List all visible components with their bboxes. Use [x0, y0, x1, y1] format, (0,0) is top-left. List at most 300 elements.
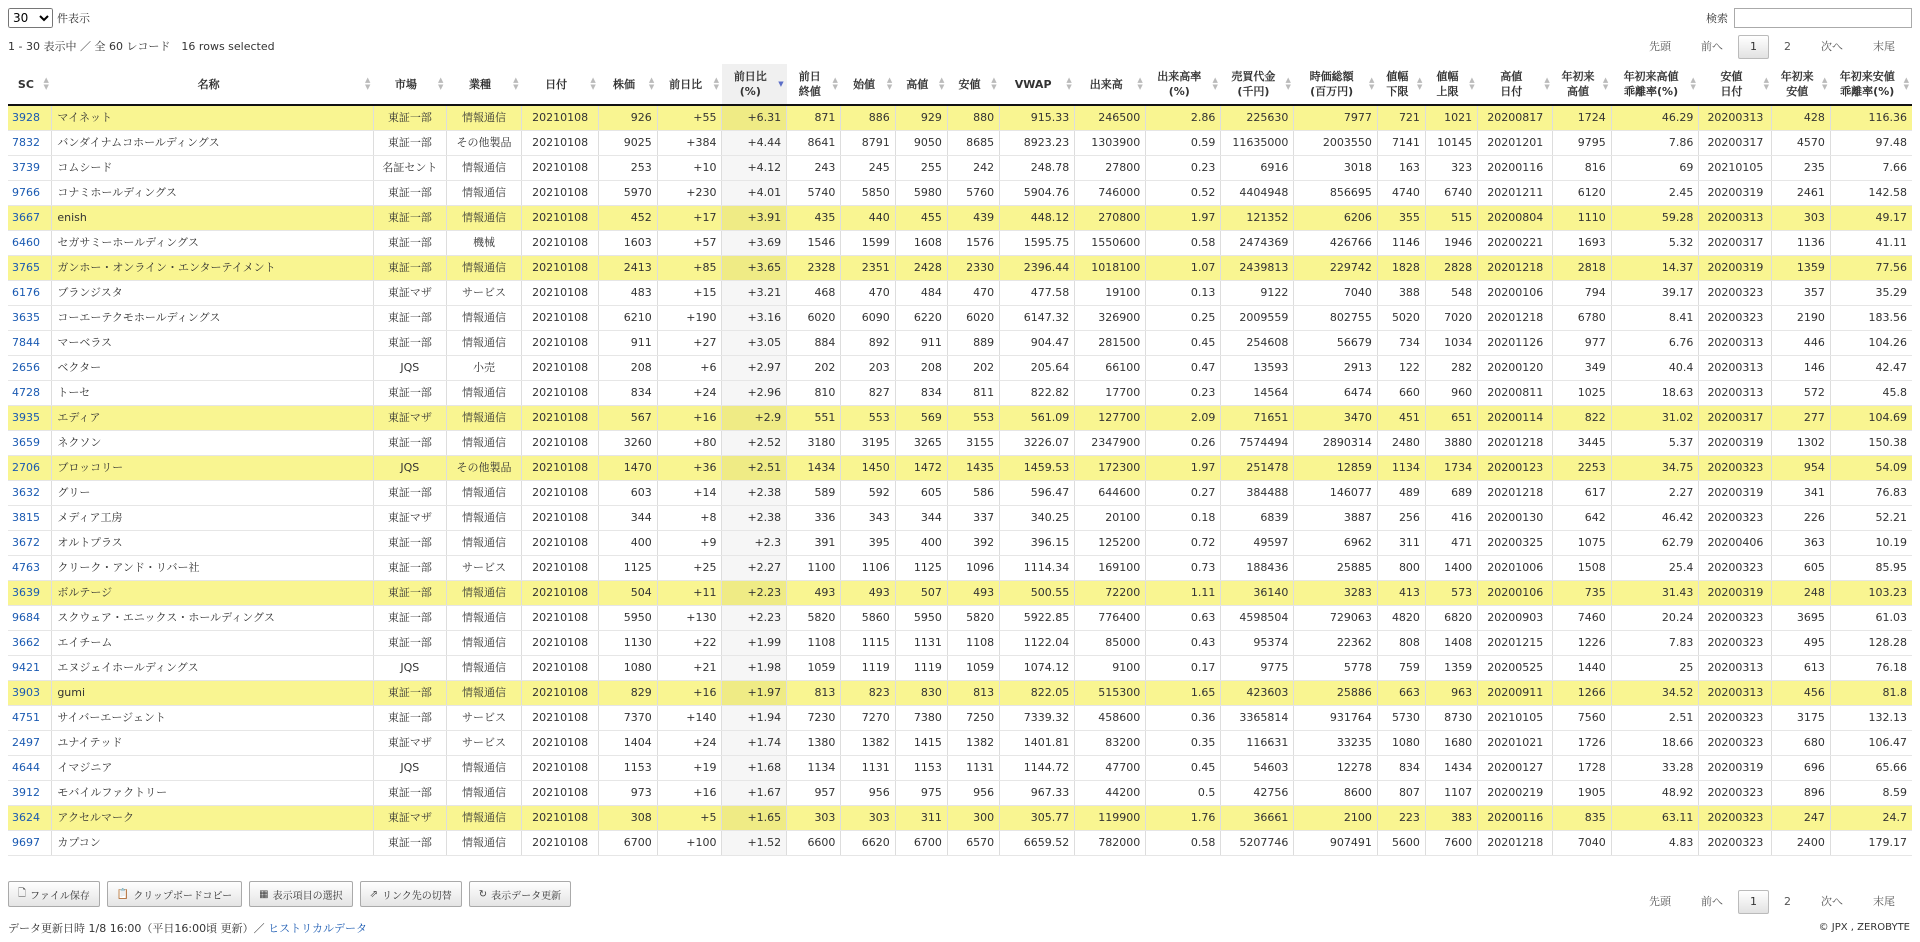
table-cell: 東証一部: [373, 131, 446, 156]
table-cell: 7.83: [1611, 631, 1699, 656]
table-row[interactable]: [8, 831, 1912, 856]
sort-icon: ▲ ▼: [1690, 76, 1696, 91]
table-cell: 5.37: [1611, 431, 1699, 456]
table-cell: 東証一部: [373, 256, 446, 281]
stock-code-link[interactable]: 3765: [8, 256, 52, 281]
table-cell: 2461: [1772, 181, 1830, 206]
table-row[interactable]: [8, 506, 1912, 531]
column-header-label: 名称: [197, 77, 220, 91]
column-header[interactable]: [52, 64, 374, 105]
table-cell: 3018: [1294, 156, 1378, 181]
table-cell: +80: [657, 431, 722, 456]
table-cell: 1380: [787, 731, 841, 756]
table-cell: 20210108: [522, 556, 599, 581]
table-row[interactable]: [8, 631, 1912, 656]
column-header[interactable]: [1425, 64, 1477, 105]
table-cell: 2351: [841, 256, 895, 281]
table-cell: 2913: [1294, 356, 1378, 381]
table-cell: 426766: [1294, 231, 1378, 256]
stock-code-link[interactable]: 3903: [8, 681, 52, 706]
stock-code-link[interactable]: 4751: [8, 706, 52, 731]
stock-code-link[interactable]: 4644: [8, 756, 52, 781]
table-cell: 340.25: [1000, 506, 1075, 531]
column-header[interactable]: [1221, 64, 1294, 105]
table-cell: 情報通信: [446, 531, 521, 556]
column-header[interactable]: [947, 64, 999, 105]
table-cell: 20210108: [522, 256, 599, 281]
table-cell: 205.64: [1000, 356, 1075, 381]
table-cell: 3265: [895, 431, 947, 456]
pager-page-2[interactable]: 2: [1784, 895, 1791, 908]
table-cell: 229742: [1294, 256, 1378, 281]
table-row[interactable]: [8, 105, 1912, 131]
table-cell: 20200127: [1478, 756, 1553, 781]
table-cell: 20210108: [522, 581, 599, 606]
table-cell: 59.28: [1611, 206, 1699, 231]
table-row[interactable]: [8, 556, 1912, 581]
stock-code-link[interactable]: 2497: [8, 731, 52, 756]
stock-code-link[interactable]: 3672: [8, 531, 52, 556]
table-row[interactable]: [8, 531, 1912, 556]
table-cell: 208: [895, 356, 947, 381]
stock-table: [8, 64, 1912, 856]
table-cell: JQS: [373, 356, 446, 381]
stock-code-link[interactable]: 3659: [8, 431, 52, 456]
table-cell: 5922.85: [1000, 606, 1075, 631]
column-header[interactable]: [1377, 64, 1425, 105]
stock-code-link[interactable]: 4728: [8, 381, 52, 406]
table-row[interactable]: [8, 756, 1912, 781]
table-cell: 34.75: [1611, 456, 1699, 481]
table-cell: 834: [895, 381, 947, 406]
sort-icon: ▲ ▼: [1285, 76, 1291, 91]
table-cell: 452: [599, 206, 657, 231]
column-header[interactable]: [1772, 64, 1830, 105]
stock-code-link[interactable]: 9421: [8, 656, 52, 681]
clipboard-copy-button[interactable]: [107, 881, 242, 907]
table-cell: ブランジスタ: [52, 281, 374, 306]
file-save-button[interactable]: [8, 881, 100, 907]
table-cell: 7250: [947, 706, 999, 731]
pager-first-button[interactable]: 先頭: [1649, 895, 1671, 908]
column-header[interactable]: [1553, 64, 1611, 105]
pager-next-button[interactable]: 次へ: [1821, 40, 1843, 53]
table-cell: 20200313: [1699, 206, 1772, 231]
table-cell: 811: [947, 381, 999, 406]
stock-code-link[interactable]: 3639: [8, 581, 52, 606]
stock-code-link[interactable]: 3935: [8, 406, 52, 431]
stock-code-link[interactable]: 9766: [8, 181, 52, 206]
table-cell: 357: [1772, 281, 1830, 306]
stock-code-link[interactable]: 3624: [8, 806, 52, 831]
historical-data-link[interactable]: ヒストリカルデータ: [268, 922, 367, 935]
table-cell: 東証一部: [373, 306, 446, 331]
table-cell: 884: [787, 331, 841, 356]
table-cell: 1470: [599, 456, 657, 481]
table-cell: 202: [947, 356, 999, 381]
table-cell: 311: [895, 806, 947, 831]
table-row[interactable]: [8, 206, 1912, 231]
stock-code-link[interactable]: 2656: [8, 356, 52, 381]
table-cell: 33.28: [1611, 756, 1699, 781]
table-cell: +11: [657, 581, 722, 606]
table-cell: 20210105: [1699, 156, 1772, 181]
table-cell: 8923.23: [1000, 131, 1075, 156]
pager-prev-button[interactable]: 前へ: [1701, 895, 1723, 908]
table-cell: 20200313: [1699, 381, 1772, 406]
pager-next-button[interactable]: 次へ: [1821, 895, 1843, 908]
table-cell: 2009559: [1221, 306, 1294, 331]
table-cell: JQS: [373, 656, 446, 681]
table-cell: 8.41: [1611, 306, 1699, 331]
table-cell: 63.11: [1611, 806, 1699, 831]
table-cell: 東証一部: [373, 231, 446, 256]
table-cell: 69: [1611, 156, 1699, 181]
column-header[interactable]: [895, 64, 947, 105]
table-cell: 7040: [1294, 281, 1378, 306]
column-header[interactable]: [1611, 64, 1699, 105]
table-cell: 834: [1377, 756, 1425, 781]
stock-code-link[interactable]: 3632: [8, 481, 52, 506]
table-cell: 20210108: [522, 131, 599, 156]
table-cell: 6474: [1294, 381, 1378, 406]
table-cell: +4.12: [722, 156, 787, 181]
column-header-label: 安値: [958, 77, 981, 91]
table-cell: 4.83: [1611, 831, 1699, 856]
table-cell: 40.4: [1611, 356, 1699, 381]
table-cell: 20200317: [1699, 231, 1772, 256]
column-select-button[interactable]: [249, 881, 352, 907]
table-cell: グリー: [52, 481, 374, 506]
table-cell: 456: [1772, 681, 1830, 706]
pager-page-1[interactable]: 1: [1738, 890, 1769, 914]
column-header[interactable]: [1830, 64, 1912, 105]
table-cell: 0.45: [1146, 331, 1221, 356]
stock-code-link[interactable]: 4763: [8, 556, 52, 581]
table-cell: 400: [599, 531, 657, 556]
table-cell: 1400: [1425, 556, 1477, 581]
table-cell: 情報通信: [446, 431, 521, 456]
table-cell: +55: [657, 105, 722, 131]
table-row[interactable]: [8, 706, 1912, 731]
pager-page-2[interactable]: 2: [1784, 40, 1791, 53]
table-cell: 0.43: [1146, 631, 1221, 656]
table-cell: 1382: [947, 731, 999, 756]
table-cell: 5020: [1377, 306, 1425, 331]
stock-code-link[interactable]: 3912: [8, 781, 52, 806]
column-header[interactable]: [657, 64, 722, 105]
sort-icon: ▲ ▼: [1369, 76, 1375, 91]
refresh-button[interactable]: [469, 881, 571, 907]
table-cell: 5860: [841, 606, 895, 631]
table-cell: 20200319: [1699, 581, 1772, 606]
table-cell: 392: [947, 531, 999, 556]
stock-code-link[interactable]: 7844: [8, 331, 52, 356]
table-cell: 439: [947, 206, 999, 231]
table-cell: 2100: [1294, 806, 1378, 831]
table-cell: 情報通信: [446, 256, 521, 281]
table-cell: 83200: [1075, 731, 1146, 756]
footer-update-info: [8, 920, 367, 936]
column-select-label: 表示項目の選択: [272, 890, 343, 902]
table-cell: 1.97: [1146, 456, 1221, 481]
table-cell: 1266: [1553, 681, 1611, 706]
table-row[interactable]: [8, 331, 1912, 356]
stock-code-link[interactable]: 3928: [8, 105, 52, 131]
column-header[interactable]: [1699, 64, 1772, 105]
table-cell: 情報通信: [446, 506, 521, 531]
pager-page-1[interactable]: 1: [1738, 35, 1769, 59]
table-cell: 5970: [599, 181, 657, 206]
sort-icon: ▲ ▼: [1417, 76, 1423, 91]
column-header[interactable]: [8, 64, 52, 105]
column-header[interactable]: [1478, 64, 1553, 105]
table-cell: 1107: [1425, 781, 1477, 806]
page-length-select[interactable]: [8, 8, 53, 28]
stock-code-link[interactable]: 6176: [8, 281, 52, 306]
table-cell: 7460: [1553, 606, 1611, 631]
table-row[interactable]: [8, 431, 1912, 456]
table-cell: 20210105: [1478, 706, 1553, 731]
table-cell: 8.59: [1830, 781, 1912, 806]
table-cell: 188436: [1221, 556, 1294, 581]
table-row[interactable]: [8, 156, 1912, 181]
column-header-label: 出来高率 (%): [1157, 70, 1202, 98]
table-cell: 20200323: [1699, 281, 1772, 306]
sort-icon: ▲ ▼: [1763, 76, 1769, 91]
table-cell: 7.86: [1611, 131, 1699, 156]
table-cell: 2439813: [1221, 256, 1294, 281]
table-cell: 721: [1377, 105, 1425, 131]
table-cell: 225630: [1221, 105, 1294, 131]
column-header[interactable]: [787, 64, 841, 105]
table-cell: 341: [1772, 481, 1830, 506]
table-cell: 2347900: [1075, 431, 1146, 456]
stock-code-link[interactable]: 2706: [8, 456, 52, 481]
table-cell: 46.29: [1611, 105, 1699, 131]
table-cell: 856695: [1294, 181, 1378, 206]
table-row[interactable]: [8, 681, 1912, 706]
table-cell: 6780: [1553, 306, 1611, 331]
pager-prev-button[interactable]: 前へ: [1701, 40, 1723, 53]
table-row[interactable]: [8, 181, 1912, 206]
table-cell: 495: [1772, 631, 1830, 656]
table-cell: 202: [787, 356, 841, 381]
table-row[interactable]: [8, 406, 1912, 431]
sort-icon: ▲ ▼: [1602, 76, 1609, 91]
table-cell: 1404: [599, 731, 657, 756]
table-cell: 746000: [1075, 181, 1146, 206]
table-cell: 9122: [1221, 281, 1294, 306]
table-row[interactable]: [8, 281, 1912, 306]
table-cell: 458600: [1075, 706, 1146, 731]
table-row[interactable]: [8, 606, 1912, 631]
table-cell: 8685: [947, 131, 999, 156]
table-cell: +1.52: [722, 831, 787, 856]
table-cell: 1125: [895, 556, 947, 581]
clipboard-icon: 📋: [116, 888, 130, 900]
stock-code-link[interactable]: 7832: [8, 131, 52, 156]
table-cell: +2.51: [722, 456, 787, 481]
table-cell: +8: [657, 506, 722, 531]
table-cell: 2190: [1772, 306, 1830, 331]
table-cell: JQS: [373, 756, 446, 781]
table-cell: 446: [1772, 331, 1830, 356]
table-cell: 1.11: [1146, 581, 1221, 606]
table-cell: 759: [1377, 656, 1425, 681]
table-cell: 49597: [1221, 531, 1294, 556]
table-row[interactable]: [8, 731, 1912, 756]
table-cell: 情報通信: [446, 481, 521, 506]
column-header[interactable]: [373, 64, 446, 105]
table-cell: 116.36: [1830, 105, 1912, 131]
table-cell: 605: [1772, 556, 1830, 581]
table-cell: 1726: [1553, 731, 1611, 756]
stock-code-link[interactable]: 9697: [8, 831, 52, 856]
table-cell: トーセ: [52, 381, 374, 406]
table-cell: 6962: [1294, 531, 1378, 556]
table-cell: 116631: [1221, 731, 1294, 756]
table-cell: 1146: [1377, 231, 1425, 256]
table-row[interactable]: [8, 656, 1912, 681]
column-header[interactable]: [1000, 64, 1075, 105]
column-header[interactable]: [522, 64, 599, 105]
table-cell: 東証一部: [373, 681, 446, 706]
stock-code-link[interactable]: 6460: [8, 231, 52, 256]
table-cell: 20210108: [522, 105, 599, 131]
table-row[interactable]: [8, 381, 1912, 406]
table-cell: 情報通信: [446, 206, 521, 231]
table-cell: 情報通信: [446, 806, 521, 831]
table-row[interactable]: [8, 256, 1912, 281]
table-row[interactable]: [8, 481, 1912, 506]
table-cell: 179.17: [1830, 831, 1912, 856]
table-cell: 617: [1553, 481, 1611, 506]
table-cell: 5950: [599, 606, 657, 631]
table-cell: 25: [1611, 656, 1699, 681]
table-cell: 1359: [1425, 656, 1477, 681]
table-cell: カプコン: [52, 831, 374, 856]
table-cell: 34.52: [1611, 681, 1699, 706]
pager-first-button[interactable]: 先頭: [1649, 40, 1671, 53]
table-cell: +1.97: [722, 681, 787, 706]
table-cell: 1025: [1553, 381, 1611, 406]
stock-code-link[interactable]: 3667: [8, 206, 52, 231]
table-cell: 7574494: [1221, 431, 1294, 456]
column-header[interactable]: [1294, 64, 1378, 105]
table-cell: 800: [1377, 556, 1425, 581]
table-cell: 20210108: [522, 756, 599, 781]
column-header-label: 前日比: [669, 77, 703, 91]
column-header[interactable]: [446, 64, 521, 105]
column-header[interactable]: [1146, 64, 1221, 105]
table-cell: 20210108: [522, 431, 599, 456]
table-cell: 20201201: [1478, 131, 1553, 156]
column-header[interactable]: [841, 64, 895, 105]
table-cell: +100: [657, 831, 722, 856]
search-input[interactable]: [1734, 8, 1912, 28]
table-cell: 東証マザ: [373, 806, 446, 831]
table-cell: 20200313: [1699, 681, 1772, 706]
table-cell: コナミホールディングス: [52, 181, 374, 206]
table-cell: 8641: [787, 131, 841, 156]
table-cell: 12278: [1294, 756, 1378, 781]
table-cell: 35.29: [1830, 281, 1912, 306]
table-cell: 816: [1553, 156, 1611, 181]
table-cell: 246500: [1075, 105, 1146, 131]
stock-code-link[interactable]: 3635: [8, 306, 52, 331]
table-cell: 77.56: [1830, 256, 1912, 281]
table-cell: +6.31: [722, 105, 787, 131]
table-row[interactable]: [8, 806, 1912, 831]
table-cell: 7600: [1425, 831, 1477, 856]
table-cell: 504: [599, 581, 657, 606]
table-cell: 281500: [1075, 331, 1146, 356]
table-cell: 1728: [1553, 756, 1611, 781]
table-cell: バンダイナムコホールディングス: [52, 131, 374, 156]
table-cell: 1435: [947, 456, 999, 481]
table-cell: 20210108: [522, 631, 599, 656]
table-cell: +3.91: [722, 206, 787, 231]
table-cell: 情報通信: [446, 181, 521, 206]
table-cell: 1226: [1553, 631, 1611, 656]
table-cell: 1114.34: [1000, 556, 1075, 581]
stock-code-link[interactable]: 3662: [8, 631, 52, 656]
pager-last-button[interactable]: 末尾: [1873, 40, 1895, 53]
table-cell: +5: [657, 806, 722, 831]
table-cell: 6220: [895, 306, 947, 331]
table-cell: 20201215: [1478, 631, 1553, 656]
table-row[interactable]: [8, 231, 1912, 256]
table-cell: 956: [841, 781, 895, 806]
table-row[interactable]: [8, 356, 1912, 381]
table-cell: 822.82: [1000, 381, 1075, 406]
column-header[interactable]: [722, 64, 787, 105]
pager-last-button[interactable]: 末尾: [1873, 895, 1895, 908]
table-cell: 1302: [1772, 431, 1830, 456]
table-row[interactable]: [8, 306, 1912, 331]
column-header[interactable]: [599, 64, 657, 105]
table-cell: 337: [947, 506, 999, 531]
table-cell: 36140: [1221, 581, 1294, 606]
table-cell: 242: [947, 156, 999, 181]
table-cell: 1108: [787, 631, 841, 656]
stock-code-link[interactable]: 3739: [8, 156, 52, 181]
stock-code-link[interactable]: 9684: [8, 606, 52, 631]
table-cell: 572: [1772, 381, 1830, 406]
table-cell: 6147.32: [1000, 306, 1075, 331]
column-header[interactable]: [1075, 64, 1146, 105]
table-row[interactable]: [8, 456, 1912, 481]
table-cell: 132.13: [1830, 706, 1912, 731]
table-row[interactable]: [8, 131, 1912, 156]
table-row[interactable]: [8, 581, 1912, 606]
table-cell: 1450: [841, 456, 895, 481]
table-cell: 169100: [1075, 556, 1146, 581]
table-cell: 20200323: [1699, 456, 1772, 481]
stock-code-link[interactable]: 3815: [8, 506, 52, 531]
table-cell: 1415: [895, 731, 947, 756]
table-cell: 20200219: [1478, 781, 1553, 806]
link-switch-button[interactable]: [360, 881, 462, 907]
table-cell: 62.79: [1611, 531, 1699, 556]
table-row[interactable]: [8, 781, 1912, 806]
table-cell: 3880: [1425, 431, 1477, 456]
table-cell: 3180: [787, 431, 841, 456]
table-cell: +2.23: [722, 581, 787, 606]
table-cell: 6659.52: [1000, 831, 1075, 856]
table-cell: 248: [1772, 581, 1830, 606]
